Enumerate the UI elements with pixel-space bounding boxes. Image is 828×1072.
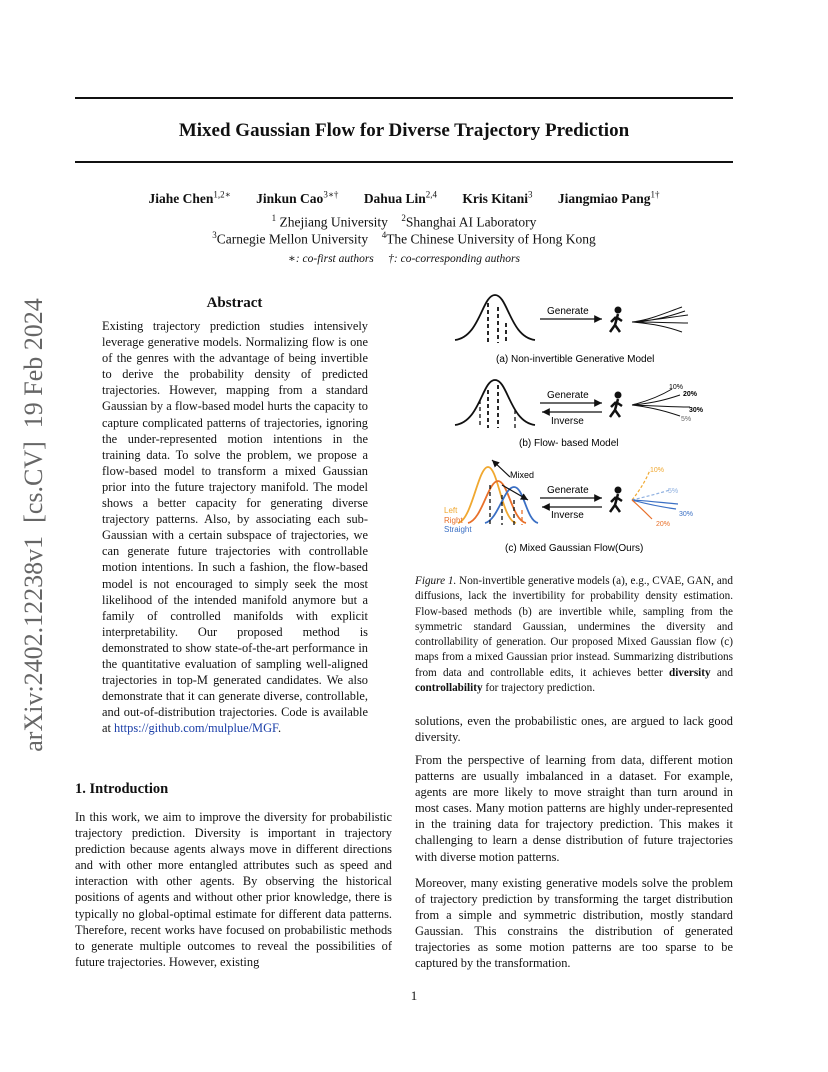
affiliations-line-2: $^3$Carnegie Mellon University $^4$The Chinese University of Hong Kong — [212, 230, 596, 247]
author-list — [75, 189, 733, 207]
author-notes: ∗: co-first authors †: co-corresponding authors — [288, 253, 520, 265]
author: Kris Kitani$^3$ — [462, 189, 533, 206]
affiliations-line-1: $^1$ Zhejiang University $^2$Shanghai AI Laboratory — [271, 213, 537, 230]
pct-label: 5% — [668, 488, 679, 495]
legend-left: Left — [444, 506, 458, 515]
author: Jiangmiao Pang$^{1\dagger}$ — [557, 189, 660, 206]
walker-icon — [610, 307, 622, 333]
abstract-text: Existing trajectory prediction studies intensively leverage generative models. Normalizing flow is one of the genres with the advantage of being invertible to derive the probability density of predicted trajectories. However, mapping from a standard Gaussian by a flow-based model hurts the capacity to capture complicated patterns of trajectories, ignoring the under-represented motion intentions in the training data. To solve the problem, we propose a flow-based model to transform a mixed Gaussian prior into the future trajectory manifold. The model shows a better capacity for generating diverse trajectory patterns. Also, by associating each sub-Gaussian with a certain subspace of trajectories, we can generate future trajectories with controllable motion intentions. In such a fashion, the flow-based model is not encouraged to simply seek the most likelihood of the intended manifold anymore but a family of controlled manifolds with explicit interpretability. Our proposed method is demonstrated to show state-of-the-art performance in the quantitative evaluation of sampling well-aligned trajectories in top-M generated candidates. We also demonstrate that it can generate diverse, controllable, and out-of-distribution trajectories. Code is available at https://github.com/mulplue/MGF. — [102, 319, 368, 736]
author: Dahua Lin$^{2,4}$ — [363, 189, 437, 206]
right-paragraph-1: From the perspective of learning from data, different motion patterns are usually imbalanced in a dataset. For example, agents are more likely to move straight than turn around in most cases. Many motion patterns are highly under-represented in the training data for trajectory prediction. This makes it challenging to learn a dense distribution of future trajectories with diverse motion patterns. — [415, 753, 733, 864]
author: Jinkun Cao$^{3∗\dagger}$ — [256, 189, 339, 206]
right-paragraph-0: solutions, even the probabilistic ones, are argued to lack good diversity. — [415, 714, 733, 745]
walker-icon — [610, 392, 622, 418]
section-heading-introduction: 1. Introduction — [75, 781, 169, 797]
generate-label: Generate — [547, 390, 589, 401]
author: Jiahe Chen$^{1,2∗}$ — [148, 189, 231, 206]
gaussian-curve — [455, 380, 535, 425]
generate-label: Generate — [547, 306, 589, 317]
pct-label: 20% — [683, 391, 698, 398]
legend-right: Right — [444, 516, 463, 525]
gaussian-curve — [455, 295, 535, 340]
panel-c — [444, 460, 693, 554]
page-number: 1 — [410, 988, 418, 1003]
figure-1 — [410, 285, 740, 565]
paper-title: Mixed Gaussian Flow for Diverse Trajectory Prediction — [178, 120, 630, 141]
panel-a — [455, 295, 688, 365]
panel-c-caption: (c) Mixed Gaussian Flow(Ours) — [505, 543, 644, 554]
pct-label: 10% — [669, 384, 684, 391]
walker-icon — [610, 487, 622, 513]
top-rule — [75, 97, 733, 99]
panel-b-caption: (b) Flow- based Model — [519, 438, 619, 449]
pct-label: 10% — [650, 467, 665, 474]
arxiv-stamp: arXiv:2402.12238v1 [cs.CV] 19 Feb 2024 — [19, 298, 48, 752]
mixed-label: Mixed — [510, 470, 535, 480]
code-link[interactable]: https://github.com/mulplue/MGF — [114, 721, 278, 736]
pct-label: 20% — [656, 521, 671, 528]
pct-label: 5% — [681, 416, 692, 423]
inverse-label: Inverse — [551, 510, 584, 521]
abstract-heading: Abstract — [206, 295, 263, 311]
legend-straight: Straight — [444, 525, 472, 534]
pct-label: 30% — [689, 407, 704, 414]
inverse-label: Inverse — [551, 416, 584, 427]
figure-1-caption: Figure 1. Non-invertible generative models (a), e.g., CVAE, GAN, and diffusions, lack the invertibility for probability density estimation. Flow-based methods (b) are invertible while, sampling from the symmetric standard Gaussian, undermines the diversity and controllability of generation. Our proposed Mixed Gaussian flow (c) maps from a mixed Gaussian prior instead. Summarizing distributions from data and controllable edits, it achieves better diversity and controllability for trajectory prediction. — [415, 575, 733, 695]
generate-label: Generate — [547, 485, 589, 496]
panel-a-caption: (a) Non-invertible Generative Model — [496, 354, 655, 365]
right-paragraph-2: Moreover, many existing generative models solve the problem of trajectory prediction by transforming the target distribution from a simple and symmetric distribution, mostly standard Gaussian. This constrains the distribution of generated trajectories as some motion patterns are too sparse to be captured by the transformation. — [415, 876, 733, 971]
title-rule — [75, 161, 733, 163]
intro-paragraph: In this work, we aim to improve the diversity for probabilistic trajectory prediction. Diversity is important in trajectory prediction because agents always move in different directions and with other more entangled attributes such as speed and interaction with other agents. By observing the historical positions of agents and without other prior knowledge, there is typically no global-optimal estimate for different data patterns. Therefore, recent works have focused on probabilistic methods to generate multiple outcomes to reveal the possibilities of future trajectories. However, existing — [75, 810, 392, 969]
pct-label: 30% — [679, 511, 694, 518]
panel-b — [455, 380, 704, 449]
